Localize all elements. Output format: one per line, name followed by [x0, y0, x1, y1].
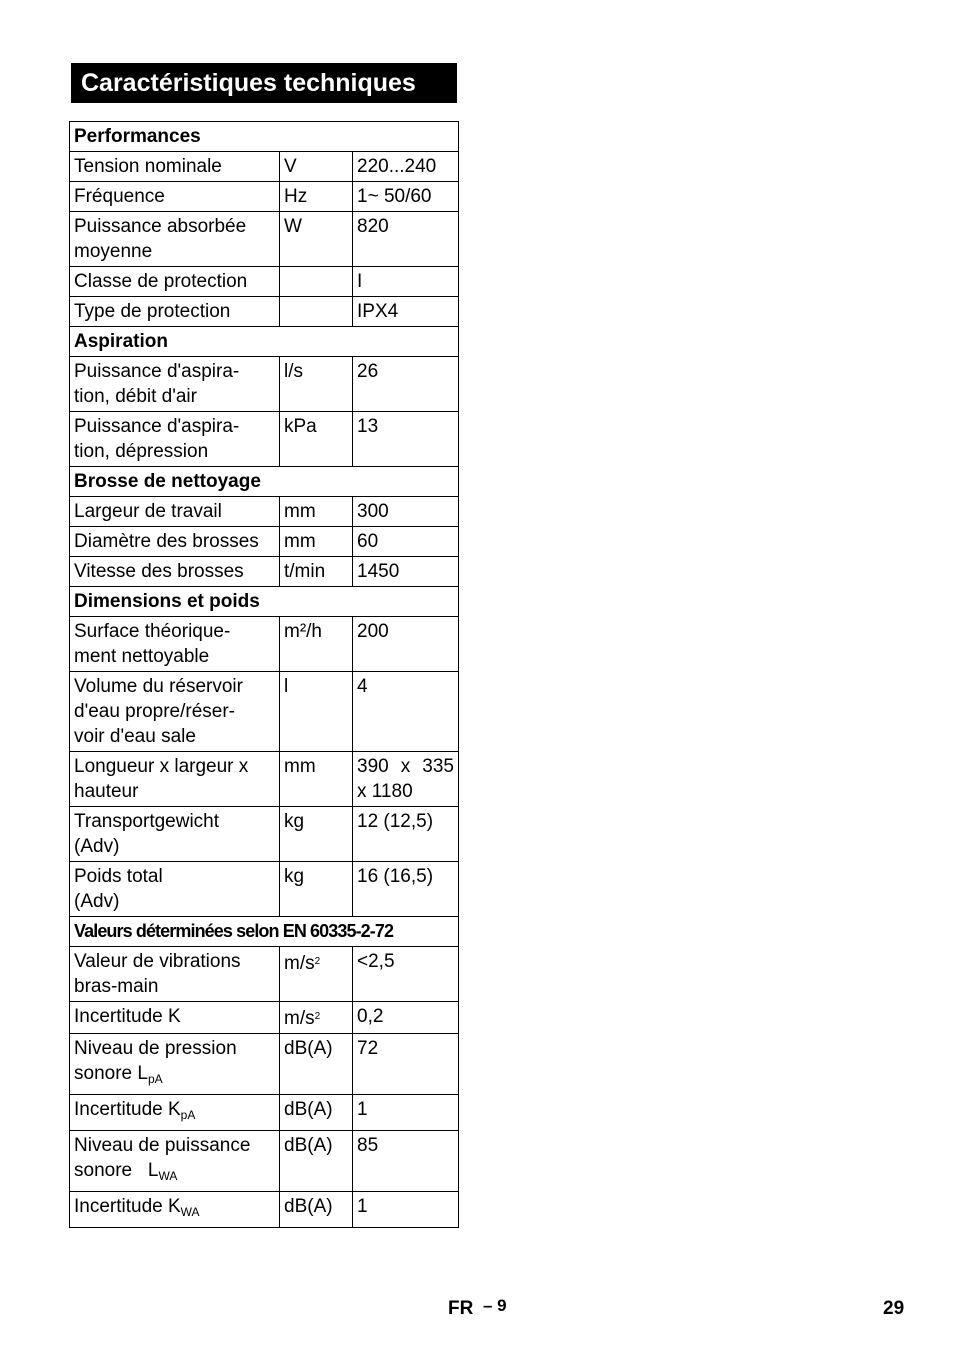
row-label: Volume du réservoir d'eau propre/réser- voir d'eau sale	[70, 672, 280, 752]
row-label: Incertitude K	[70, 1002, 280, 1034]
row-value: 4	[353, 672, 459, 752]
row-label: Surface théorique- ment nettoyable	[70, 617, 280, 672]
unit-superscript: 2	[314, 1011, 321, 1022]
row-label	[70, 1034, 280, 1095]
table-row	[70, 1192, 459, 1228]
label-line: Niveau de pression	[74, 1038, 237, 1059]
row-unit: m²/h	[280, 617, 353, 672]
label-subscript: pA	[180, 1108, 196, 1122]
row-value: 300	[353, 497, 459, 527]
label-line: Niveau de puissance	[74, 1135, 251, 1156]
label-line	[74, 1158, 279, 1189]
row-unit	[280, 947, 353, 1002]
row-label: Classe de protection	[70, 267, 280, 297]
row-unit	[280, 267, 353, 297]
row-unit: mm	[280, 527, 353, 557]
row-value: 16 (16,5)	[353, 862, 459, 917]
row-unit: mm	[280, 497, 353, 527]
row-label: Diamètre des brosses	[70, 527, 280, 557]
table-row	[70, 557, 459, 587]
row-label: Type de protection	[70, 297, 280, 327]
row-value: 26	[353, 357, 459, 412]
row-unit: Hz	[280, 182, 353, 212]
label-line	[74, 1061, 279, 1092]
table-row	[70, 807, 459, 862]
row-unit: kg	[280, 862, 353, 917]
row-label: Transportgewicht (Adv)	[70, 807, 280, 862]
section-heading: Dimensions et poids	[70, 587, 459, 617]
row-value: 1450	[353, 557, 459, 587]
row-unit: dB(A)	[280, 1192, 353, 1228]
page-number: 29	[883, 1298, 905, 1319]
table-row	[70, 212, 459, 267]
row-unit: t/min	[280, 557, 353, 587]
section-header-row	[70, 327, 459, 357]
section-heading: Aspiration	[70, 327, 459, 357]
row-label: Poids total (Adv)	[70, 862, 280, 917]
section-header-row	[70, 587, 459, 617]
label-subscript: pA	[147, 1072, 163, 1086]
row-label: Puissance d'aspira- tion, débit d'air	[70, 357, 280, 412]
table-row	[70, 182, 459, 212]
table-row	[70, 152, 459, 182]
table-row	[70, 672, 459, 752]
row-value	[353, 752, 459, 807]
value-part: 390	[357, 756, 389, 777]
row-label: Largeur de travail	[70, 497, 280, 527]
row-unit: l	[280, 672, 353, 752]
row-value: 820	[353, 212, 459, 267]
table-row	[70, 297, 459, 327]
row-label	[70, 1131, 280, 1192]
label-base: sonore L	[74, 1160, 159, 1181]
table-row	[70, 1095, 459, 1131]
table-row	[70, 1034, 459, 1095]
table-row	[70, 862, 459, 917]
value-part: x	[400, 756, 411, 777]
row-value: 13	[353, 412, 459, 467]
row-value: 1	[353, 1095, 459, 1131]
row-unit: V	[280, 152, 353, 182]
unit-base: m/s	[284, 1008, 315, 1029]
row-unit: dB(A)	[280, 1131, 353, 1192]
row-unit: mm	[280, 752, 353, 807]
section-heading: Brosse de nettoyage	[70, 467, 459, 497]
row-unit	[280, 297, 353, 327]
section-heading: Performances	[70, 122, 459, 152]
table-row	[70, 527, 459, 557]
table-row	[70, 752, 459, 807]
section-heading: Valeurs déterminées selon EN 60335-2-72	[70, 917, 459, 947]
unit-base: m/s	[284, 953, 315, 974]
value-part: 335	[422, 756, 454, 777]
label-subscript: WA	[158, 1169, 178, 1183]
row-value: I	[353, 267, 459, 297]
row-value: 72	[353, 1034, 459, 1095]
row-unit: W	[280, 212, 353, 267]
row-label: Vitesse des brosses	[70, 557, 280, 587]
row-value: 1~ 50/60	[353, 182, 459, 212]
row-label: Tension nominale	[70, 152, 280, 182]
footer-section-page: – 9	[483, 1296, 507, 1315]
value-line: x 1180	[357, 781, 413, 802]
value-line	[357, 754, 458, 779]
table-row	[70, 497, 459, 527]
row-label	[70, 1192, 280, 1228]
page-title: Caractéristiques techniques	[71, 63, 457, 103]
spec-table	[69, 121, 459, 1228]
row-value: 200	[353, 617, 459, 672]
row-value: 0,2	[353, 1002, 459, 1034]
row-label: Puissance absorbée moyenne	[70, 212, 280, 267]
row-unit: dB(A)	[280, 1034, 353, 1095]
section-header-row	[70, 467, 459, 497]
row-unit: l/s	[280, 357, 353, 412]
label-subscript: WA	[180, 1205, 200, 1219]
row-value: 12 (12,5)	[353, 807, 459, 862]
row-value: IPX4	[353, 297, 459, 327]
row-label: Longueur x largeur x hauteur	[70, 752, 280, 807]
row-label: Valeur de vibrations bras-main	[70, 947, 280, 1002]
row-label	[70, 1095, 280, 1131]
label-base: sonore L	[74, 1063, 148, 1084]
row-label: Puissance d'aspira- tion, dépression	[70, 412, 280, 467]
table-row	[70, 1131, 459, 1192]
row-value: <2,5	[353, 947, 459, 1002]
section-header-row	[70, 917, 459, 947]
row-unit	[280, 1002, 353, 1034]
row-value: 85	[353, 1131, 459, 1192]
section-header-row	[70, 122, 459, 152]
table-row	[70, 947, 459, 1002]
row-unit: dB(A)	[280, 1095, 353, 1131]
row-unit: kg	[280, 807, 353, 862]
unit-superscript: 2	[314, 956, 321, 967]
table-row	[70, 617, 459, 672]
row-label: Fréquence	[70, 182, 280, 212]
table-row	[70, 412, 459, 467]
label-base: Incertitude K	[74, 1099, 181, 1120]
row-value: 220...240	[353, 152, 459, 182]
row-value: 60	[353, 527, 459, 557]
row-unit: kPa	[280, 412, 353, 467]
label-base: Incertitude K	[74, 1196, 181, 1217]
row-value: 1	[353, 1192, 459, 1228]
table-row	[70, 1002, 459, 1034]
footer-language: FR	[448, 1298, 474, 1319]
table-row	[70, 267, 459, 297]
table-row	[70, 357, 459, 412]
